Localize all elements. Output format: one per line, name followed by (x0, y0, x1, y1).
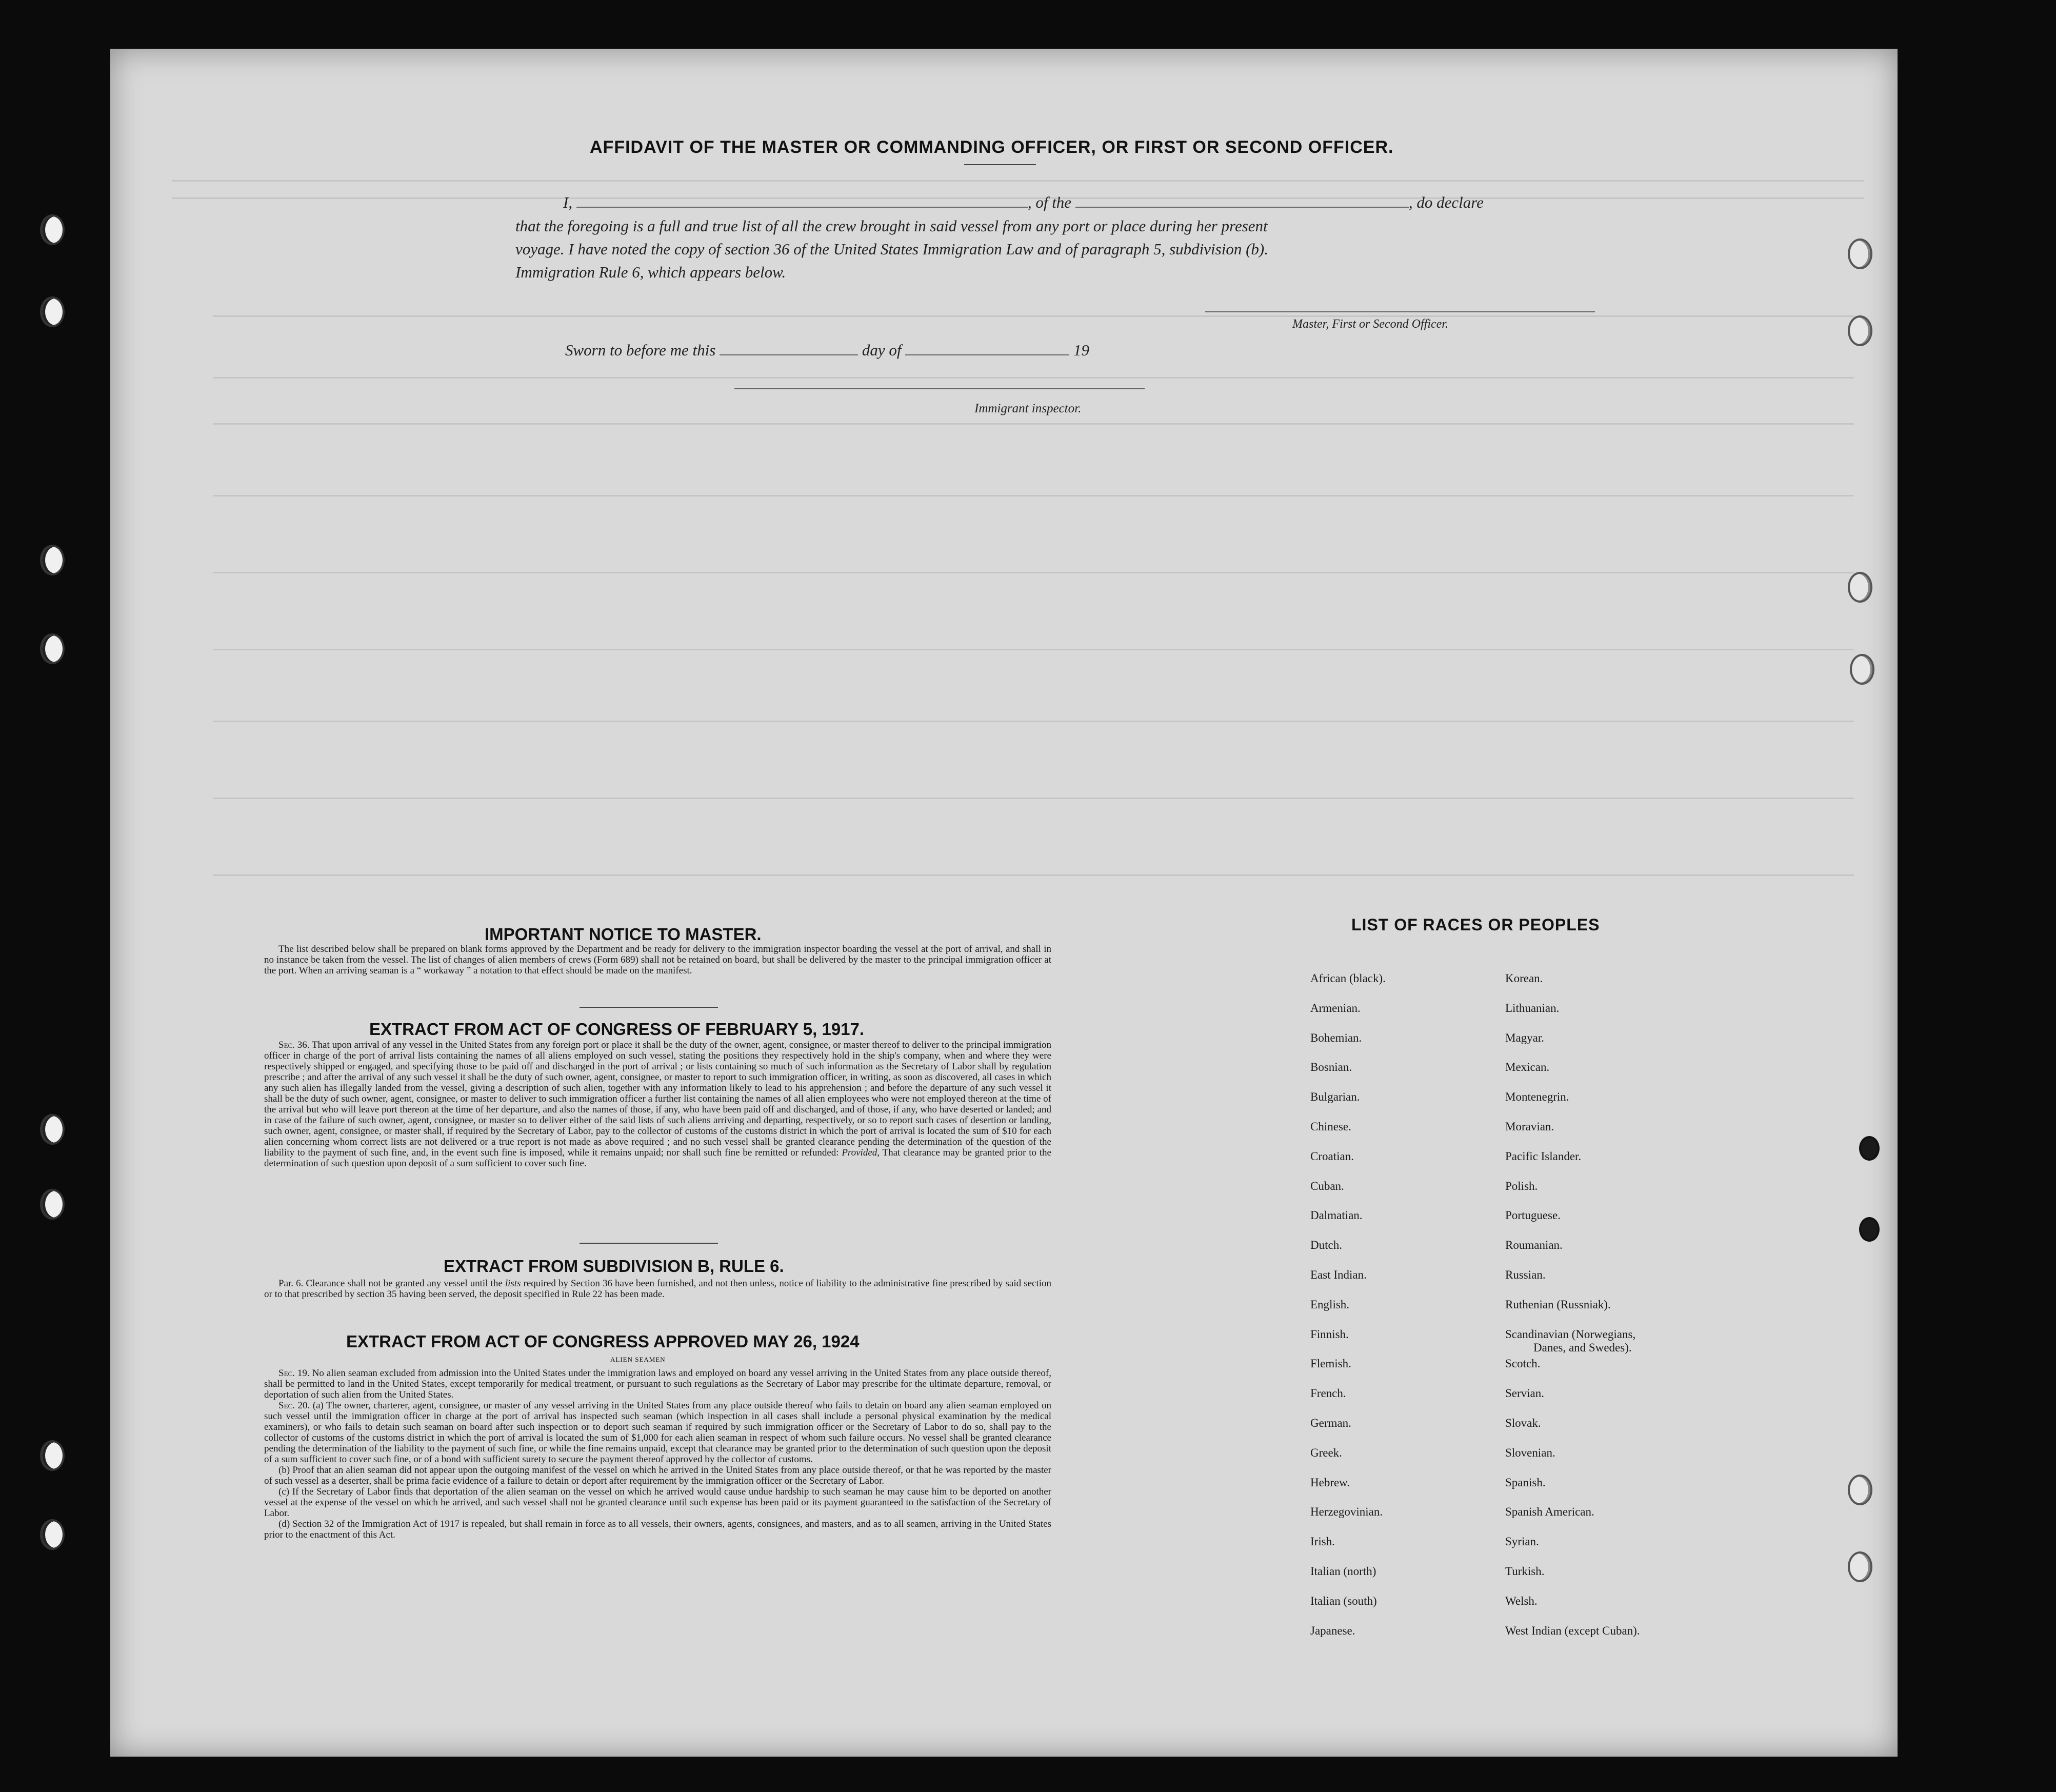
bleed-through-mark (213, 874, 1854, 876)
bleed-through-mark (213, 423, 1854, 425)
race-item-right: Portuguese. (1505, 1209, 1561, 1222)
rule-6-body (264, 1278, 1051, 1300)
sec-19-body: No alien seaman excluded from admission into the United States under the immigration laws and employed on board any vessel arriving in the United States from any place outside thereof, shall be permitted to land in the United States, except temporarily for medical treatment, or pursuant to such regulations as the Secretary of Labor may prescribe for the ultimate departure, removal, or deportation of such alien from the United States. (264, 1368, 1051, 1400)
declaration-of-the: , of the (1027, 193, 1072, 211)
officer-caption: Master, First or Second Officer. (1292, 317, 1448, 331)
act-1917-text (264, 1040, 1051, 1169)
race-item-right: West Indian (except Cuban). (1505, 1624, 1640, 1637)
race-item-left: Italian (south) (1310, 1594, 1377, 1607)
race-item-right: Turkish. (1505, 1565, 1545, 1578)
declaration-line-1 (563, 193, 1620, 212)
race-item-left: Bosnian. (1310, 1061, 1352, 1074)
race-item-left: French. (1310, 1387, 1346, 1400)
punch-hole (1850, 654, 1874, 685)
bleed-through-mark (172, 180, 1864, 182)
race-item-left: Irish. (1310, 1535, 1335, 1548)
sec-19-label: Sec. 19. (278, 1368, 310, 1379)
act-1924-title: EXTRACT FROM ACT OF CONGRESS APPROVED MAY 26, 1924 (346, 1332, 860, 1351)
declaration-line-3: voyage. I have noted the copy of section 36 of the United States Immigration Law and of paragraph 5, subdivision (b). (515, 240, 1268, 258)
race-item-right: Korean. (1505, 972, 1543, 985)
sec-36-label: Sec. 36. (278, 1040, 310, 1050)
bleed-through-mark (213, 572, 1854, 573)
sworn-day-blank[interactable] (720, 354, 858, 355)
race-item-left: Flemish. (1310, 1357, 1351, 1370)
vessel-blank[interactable] (1075, 207, 1409, 208)
race-item-left: Bulgarian. (1310, 1090, 1360, 1104)
officer-signature-line[interactable] (1205, 311, 1595, 312)
punch-hole (1859, 1136, 1880, 1161)
act-1924-body (264, 1368, 1051, 1540)
act-1917-body (264, 1040, 1051, 1169)
race-item-right: Russian. (1505, 1268, 1546, 1281)
binder-hole (40, 1114, 65, 1145)
sec-20c-text: (c) If the Secretary of Labor finds that deportation of the alien seaman on the vessel on which he arrived would cause undue hardship to such seaman he may cause him to be deported on another vessel at the expense of the vessel on which he arrived, and such vessel shall not be granted clearance until such expense has been paid or its payment guaranteed to the satisfaction of the Secretary of Labor. (264, 1486, 1051, 1519)
rule-6-title: EXTRACT FROM SUBDIVISION B, RULE 6. (444, 1257, 784, 1276)
race-item-right: Scandinavian (Norwegians, (1505, 1327, 1636, 1341)
race-item-left: Cuban. (1310, 1179, 1344, 1192)
sec-20-label: Sec. 20. (278, 1400, 310, 1411)
race-item-right: Spanish. (1505, 1476, 1546, 1489)
sec-20a-text (264, 1400, 1051, 1465)
bleed-through-mark (213, 315, 1854, 317)
race-item-left: Italian (north) (1310, 1565, 1376, 1578)
sec-19-text (264, 1368, 1051, 1400)
section-rule (580, 1007, 718, 1008)
race-item-right: Polish. (1505, 1179, 1538, 1192)
notice-title: IMPORTANT NOTICE TO MASTER. (485, 925, 762, 944)
race-item-left: African (black). (1310, 972, 1386, 985)
race-item-left: English. (1310, 1298, 1350, 1311)
race-item-right: Lithuanian. (1505, 1001, 1560, 1014)
sworn-prefix: Sworn to before me this (565, 341, 716, 359)
declaration-line-4: Immigration Rule 6, which appears below. (515, 263, 786, 281)
race-item-right: Servian. (1505, 1387, 1545, 1400)
race-item-left: Japanese. (1310, 1624, 1355, 1637)
declaration-i: I, (563, 193, 573, 211)
affidavit-title: AFFIDAVIT OF THE MASTER OR COMMANDING OFFICER, OR FIRST OR SECOND OFFICER. (590, 137, 1394, 157)
race-item-right: Danes, and Swedes). (1533, 1341, 1632, 1354)
race-item-right: Scotch. (1505, 1357, 1541, 1370)
bleed-through-mark (213, 721, 1854, 722)
sworn-line (565, 341, 1089, 360)
paper-sheet (110, 49, 1898, 1757)
notice-body (264, 944, 1051, 976)
races-title: LIST OF RACES OR PEOPLES (1351, 915, 1600, 934)
declaration-line-2: that the foregoing is a full and true list of all the crew brought in said vessel from any port or place during her present (515, 217, 1268, 235)
binder-hole (40, 1189, 65, 1220)
punch-hole (1859, 1217, 1880, 1242)
race-item-left: Croatian. (1310, 1149, 1354, 1163)
race-item-right: Spanish American. (1505, 1505, 1594, 1519)
race-item-left: Herzegovinian. (1310, 1505, 1383, 1519)
punch-hole (1848, 315, 1872, 346)
sec-20d-text: (d) Section 32 of the Immigration Act of 1917 is repealed, but shall remain in force as to all vessels, their owners, agents, consignees, and masters, and as to all seamen, arriving in the United States prior to the enactment of this Act. (264, 1519, 1051, 1540)
name-blank[interactable] (576, 207, 1028, 208)
bleed-through-mark (213, 649, 1854, 650)
race-item-left: Dalmatian. (1310, 1209, 1363, 1222)
punch-hole (1848, 1551, 1872, 1582)
race-item-left: East Indian. (1310, 1268, 1367, 1281)
race-item-right: Slovak. (1505, 1417, 1541, 1429)
race-item-left: Hebrew. (1310, 1476, 1350, 1489)
declaration-do-declare: , do declare (1408, 193, 1484, 211)
rule-6-b: required by Section 36 have been furnished, and not then unless, notice of liability to the administrative fine prescribed by said section or to that prescribed by section 35 having been served, the deposit specified in Rule 22 has been made. (264, 1278, 1052, 1300)
notice-text: The list described below shall be prepared on blank forms approved by the Department and be ready for delivery to the immigration inspector boarding the vessel at the port of arrival, and shall in no instance be taken from the vessel. The list of changes of alien members of crews (Form 689) shall not be retained on board, but shall be delivered by the master to the principal immigration officer at the port. When an arriving seaman is a “ workaway ” a notation to that effect should be made on the manifest. (264, 944, 1051, 976)
inspector-signature-line[interactable] (734, 388, 1145, 389)
rule-6-a: Par. 6. Clearance shall not be granted any vessel until the (278, 1278, 503, 1289)
binder-hole (40, 633, 65, 664)
sec-36-text: That upon arrival of any vessel in the United States from any foreign port or place it shall be the duty of the owner, agent, consignee, or master thereof to deliver to the principal immigration officer in charge of the port of arrival lists containing the names of all aliens employed on such vessel, stating the positions they respectively hold in the ship's company, when and where they were respectively shipped or engaged, and specifying those to be paid off and discharged in the port of arrival ; or lists containing so much of such information as the Secretary of Labor shall by regulation prescribe ; and after the arrival of any such vessel it shall be the duty of such owner, agent, consignee, or master to report to such immigration officer, in writing, as soon as discovered, all cases in which any such alien has illegally landed from the vessel, giving a description of such alien, together with any information likely to lead to his apprehension ; and before the departure of any such vessel it shall be the duty of such owner, agent, consignee, or master to deliver to such immigration officer a further list containing the names of all alien employees who were not employed thereon at the time of the arrival but who will leave port thereon at the time of her departure, and also the names of those, if any, who have been paid off and discharged, and of those, if any, who have deserted or landed; and in case of the failure of such owner, agent, consignee, or master so to deliver either of the said lists of such aliens arriving and departing, respectively, or so to report such cases of desertion or landing, such owner, agent, consignee, or master shall, if required by the Secretary of Labor, pay to the collector of customs of the customs district in which the port of arrival is located the sum of $10 for each alien concerning whom correct lists are not delivered or a true report is not made as above required ; and no such vessel shall be granted clearance pending the determination of the question of the liability to the payment of such fine, and, in the event such fine is imposed, while it remains unpaid; nor shall such fine be remitted or refunded: (264, 1040, 1051, 1158)
race-item-right: Welsh. (1505, 1594, 1538, 1607)
inspector-caption: Immigrant inspector. (974, 402, 1082, 415)
race-item-right: Slovenian. (1505, 1446, 1555, 1459)
race-item-right: Roumanian. (1505, 1239, 1563, 1252)
sworn-day-of: day of (862, 341, 902, 359)
sworn-month-blank[interactable] (905, 354, 1069, 355)
race-item-right: Mexican. (1505, 1061, 1550, 1074)
race-item-left: Greek. (1310, 1446, 1342, 1459)
race-item-right: Magyar. (1505, 1031, 1545, 1044)
binder-hole (40, 296, 65, 327)
race-item-left: Finnish. (1310, 1327, 1349, 1341)
race-item-left: Bohemian. (1310, 1031, 1362, 1044)
act-1917-title: EXTRACT FROM ACT OF CONGRESS OF FEBRUARY 5, 1917. (369, 1020, 865, 1039)
punch-hole (1848, 238, 1872, 269)
bleed-through-mark (213, 377, 1854, 379)
binder-hole (40, 545, 65, 575)
provided-word: Provided, (842, 1147, 880, 1158)
binder-hole (40, 214, 65, 245)
rule-6-text (264, 1278, 1051, 1300)
race-item-right: Syrian. (1505, 1535, 1539, 1548)
race-item-left: Dutch. (1310, 1239, 1342, 1252)
title-rule (964, 164, 1036, 165)
alien-seamen-subtitle: ALIEN SEAMEN (610, 1356, 666, 1363)
sec-20a-body: (a) The owner, charterer, agent, consignee, or master of any vessel arriving in the United States from any place outside thereof who fails to detain on board any alien seaman employed on such vessel until the immigration officer in charge at the port of arrival has inspected such seaman (which inspection in all cases shall include a personal physical examination by the medical examiners), or who fails to detain such seaman on board after such inspection or to deport such seaman if required by such immigration officer or the Secretary of Labor to do so, shall pay to the collector of customs of the customs district in which the port of arrival is located the sum of $1,000 for each alien seaman in respect of whom such failure occurs. No vessel shall be granted clearance pending the determination of the liability to the payment of such fine, or while the fine remains unpaid, except that clearance may be granted prior to the determination of such question upon the deposit of a sum sufficient to cover such fine, or of a bond with sufficient surety to secure the payment thereof approved by the collector of customs. (264, 1400, 1051, 1465)
bleed-through-mark (213, 798, 1854, 799)
race-item-right: Montenegrin. (1505, 1090, 1569, 1104)
sec-36-tail: That clearance may be granted prior to the determination of such question upon deposit of a sum sufficient to cover such fine. (264, 1147, 1051, 1169)
punch-hole (1848, 572, 1872, 603)
rule-6-lists: lists (505, 1278, 521, 1289)
race-item-left: Armenian. (1310, 1001, 1361, 1014)
section-rule (580, 1243, 718, 1244)
race-item-right: Moravian. (1505, 1120, 1554, 1133)
binder-hole (40, 1440, 65, 1471)
sworn-year: 19 (1073, 341, 1089, 359)
binder-hole (40, 1519, 65, 1550)
race-item-left: German. (1310, 1417, 1351, 1429)
bleed-through-mark (213, 495, 1854, 496)
punch-hole (1848, 1475, 1872, 1505)
race-item-right: Pacific Islander. (1505, 1149, 1582, 1163)
sec-20b-text: (b) Proof that an alien seaman did not appear upon the outgoing manifest of the vessel on which he arrived in the United States from any place outside thereof, or that he was reported by the master of such vessel as a deserter, shall be prima facie evidence of a failure to detain or deport after requirement by the immigration officer or the Secretary of Labor. (264, 1465, 1051, 1486)
race-item-left: Chinese. (1310, 1120, 1351, 1133)
race-item-right: Ruthenian (Russniak). (1505, 1298, 1611, 1311)
